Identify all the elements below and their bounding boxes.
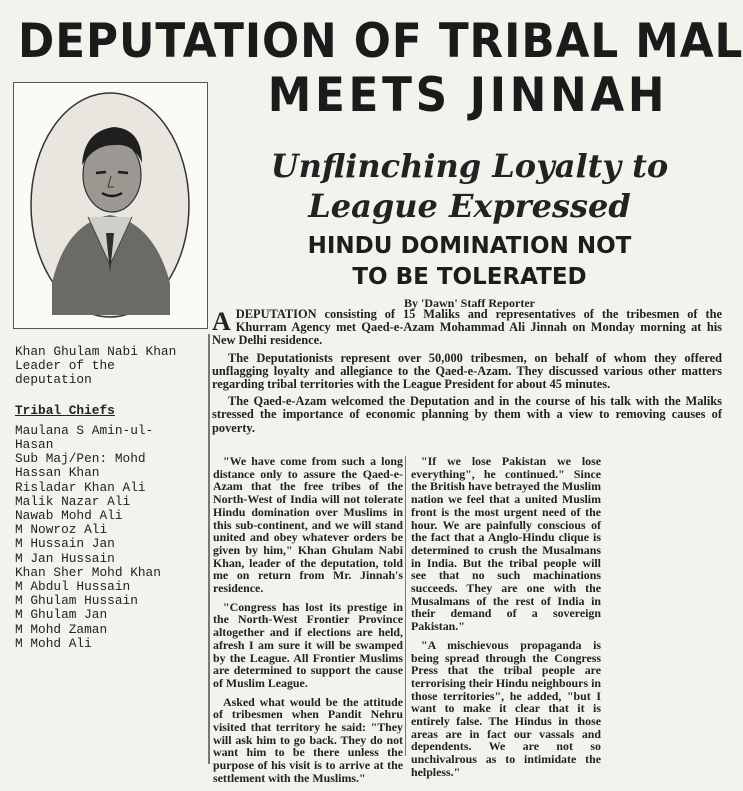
chief-name: M Hussain Jan [15,536,115,552]
lead-paragraph: The Deputationists represent over 50,000 tribesmen, on behalf of whom they offered unflagging loyalty and allegiance to the Qaed-e-Azam. They discussed various other matters regarding tribal territories with the League President for about 45 minutes. [212,350,722,392]
article-paragraph: Asked what would be the attitude of tribesmen when Pandit Nehru visited that territory he said: "They will ask him to go back. They do not want him to be there unless the purpose of his visit is to arrive at the settlement with the Muslims." [213,694,403,785]
chief-name: Hassan Khan [15,465,100,481]
article-column-right [411,455,601,785]
lead-paragraph: The Qaed-e-Azam welcomed the Deputation and in the course of his talk with the Maliks stressed the importance of economic planning by them with a view to removing causes of poverty. [212,394,722,435]
photo-caption-line: Leader of the [15,358,115,374]
lead-paragraphs [212,308,722,439]
chief-name: Risladar Khan Ali [15,479,146,495]
portrait-illustration [14,83,207,328]
drop-cap: A [212,307,231,336]
chief-name: Maulana S Amin-ul- [15,422,154,438]
chief-name: Sub Maj/Pen: Mohd [15,451,146,467]
tribal-chiefs-title: Tribal Chiefs [15,402,115,418]
lead-paragraph [212,308,722,348]
chief-name: Malik Nazar Ali [15,493,131,509]
chief-name: M Ghulam Jan [15,607,108,623]
subheadline-line2: League Expressed [308,187,631,225]
sidebar [15,345,220,651]
article-paragraph: "If we lose Pakistan we lose everything", he continued." Since the British have betrayed the Muslim nation we feel that a united Muslim front is the most urgent need of the hour. We are painfully conscious of the fact that a Anglo-Hindu clique is determined to crush the Musalmans in India. But the tribal people will see that no such machinations succeeds. They are one with the Musalmans of the rest of India in their demand of a sovereign Pakistan." [411,454,601,634]
column-rule [405,456,406,756]
byline: By 'Dawn' Staff Reporter [404,296,535,310]
subheadline-line1: Unflinching Loyalty to [270,147,669,185]
chief-name: M Nowroz Ali [15,522,108,538]
article-paragraph: "We have come from such a long distance only to assure the Qaed-e-Azam that the free tribes of the North-West of India will not tolerate Hindu domination over Muslims in this sub-continent, and we will stand united and obey whatever orders be given by him," Khan Ghulam Nabi Khan, leader of the deputation, told me on return from Mr. Jinnah's residence. [213,454,403,596]
chief-name: M Ghulam Hussain [15,593,138,609]
chief-name: M Jan Hussain [15,550,115,566]
photo-caption-line: deputation [15,372,92,388]
photo-caption-line: Khan Ghulam Nabi Khan [15,344,177,359]
chief-name: Khan Sher Mohd Khan [15,564,161,580]
article-paragraph: "Congress has lost its prestige in the North-West Frontier Province altogether and if elections are held, afresh I am sure it will be swamped by the League. All Frontier Muslims are determined to support the cause of Muslim League. [213,599,403,690]
chief-name: Nawab Mohd Ali [15,508,123,524]
deck-line2: TO BE TOLERATED [352,264,587,290]
chief-name: M Mohd Zaman [15,621,108,637]
article-paragraph: "A mischievous propaganda is being spread through the Congress Press that the tribal people are terrorising their Hindu neighbours in those territories", he added, "but I want to make it clear that it is entirely false. The Hindus in those areas are in fact our vassals and dependents. We are not so unchivalrous as to intimidate the helpless." [411,637,601,779]
main-headline-line1: DEPUTATION OF TRIBAL MAL [18,14,743,69]
portrait-photo [13,82,208,329]
lead-paragraph-text: DEPUTATION consisting of 15 Maliks and representatives of the tribesmen of the Khurram Agency met Qaed-e-Azam Mohammad Ali Jinnah on Monday morning at his New Delhi residence. [212,307,722,348]
main-headline-line2: MEETS JINNAH [267,68,669,123]
chief-name: M Mohd Ali [15,635,92,651]
chief-name: Hasan [15,437,54,453]
chief-name: M Abdul Hussain [15,579,131,595]
deck-line1: HINDU DOMINATION NOT [307,233,632,259]
article-column-left [213,455,403,791]
